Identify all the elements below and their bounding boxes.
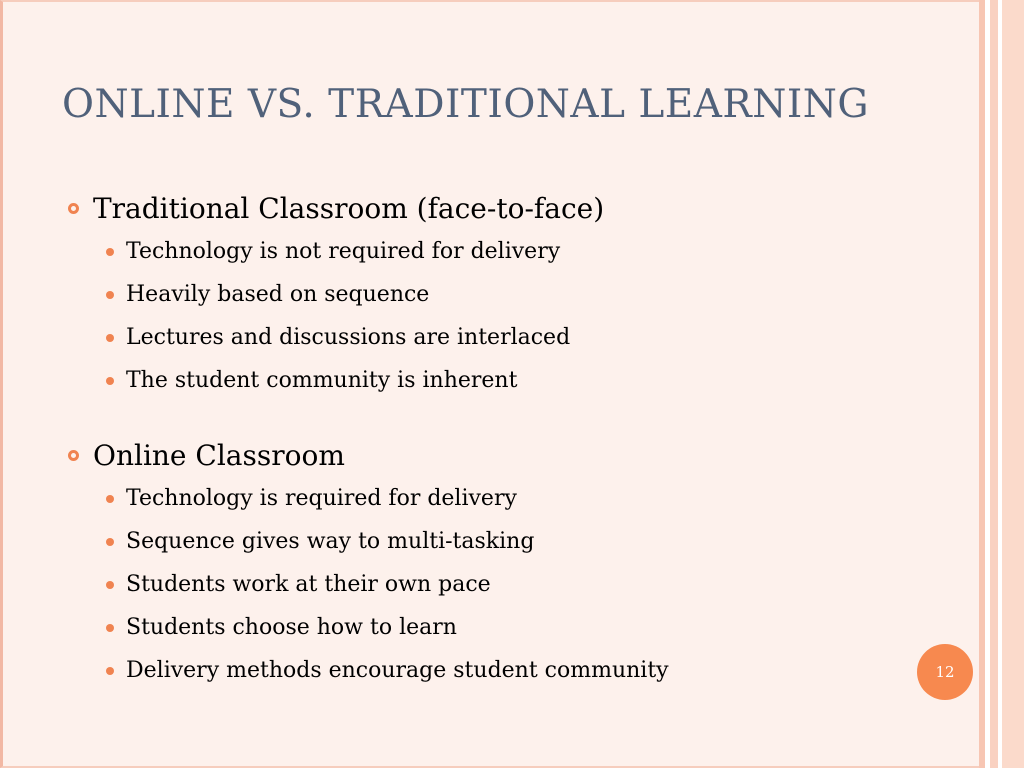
- list-item: [68, 316, 928, 359]
- slide-body: [68, 188, 928, 725]
- list-item-text: Lectures and discussions are interlaced: [126, 325, 571, 350]
- list-item: [68, 563, 928, 606]
- slide-title: ONLINE VS. TRADITIONAL LEARNING: [62, 82, 870, 127]
- filled-circle-icon: [106, 538, 114, 546]
- section-heading-text: Online Classroom: [93, 438, 345, 472]
- list-item: [68, 230, 928, 273]
- list-item: [68, 520, 928, 563]
- list-item: [68, 606, 928, 649]
- list-item-text: Sequence gives way to multi-tasking: [126, 529, 535, 554]
- filled-circle-icon: [106, 581, 114, 589]
- section-online: [68, 435, 928, 692]
- page-number-badge: [917, 644, 973, 700]
- hollow-circle-icon: [68, 203, 79, 214]
- list-item-text: Delivery methods encourage student community: [126, 658, 669, 683]
- filled-circle-icon: [106, 248, 114, 256]
- decorative-stripe: [1002, 0, 1024, 768]
- section-heading-text: Traditional Classroom (face-to-face): [93, 191, 605, 225]
- filled-circle-icon: [106, 291, 114, 299]
- list-item: [68, 359, 928, 402]
- list-item-text: Students choose how to learn: [126, 615, 457, 640]
- list-item: [68, 477, 928, 520]
- filled-circle-icon: [106, 334, 114, 342]
- section-heading: [68, 188, 928, 228]
- list-item-text: The student community is inherent: [126, 368, 518, 393]
- section-traditional: [68, 188, 928, 402]
- list-item: [68, 649, 928, 692]
- list-item-text: Heavily based on sequence: [126, 282, 430, 307]
- list-item-text: Technology is required for delivery: [126, 486, 517, 511]
- hollow-circle-icon: [68, 450, 79, 461]
- page-number: 12: [935, 663, 955, 681]
- list-item-text: Students work at their own pace: [126, 572, 491, 597]
- filled-circle-icon: [106, 377, 114, 385]
- filled-circle-icon: [106, 624, 114, 632]
- filled-circle-icon: [106, 667, 114, 675]
- list-item: [68, 273, 928, 316]
- section-heading: [68, 435, 928, 475]
- list-item-text: Technology is not required for delivery: [126, 239, 561, 264]
- decorative-stripe: [990, 0, 998, 768]
- filled-circle-icon: [106, 495, 114, 503]
